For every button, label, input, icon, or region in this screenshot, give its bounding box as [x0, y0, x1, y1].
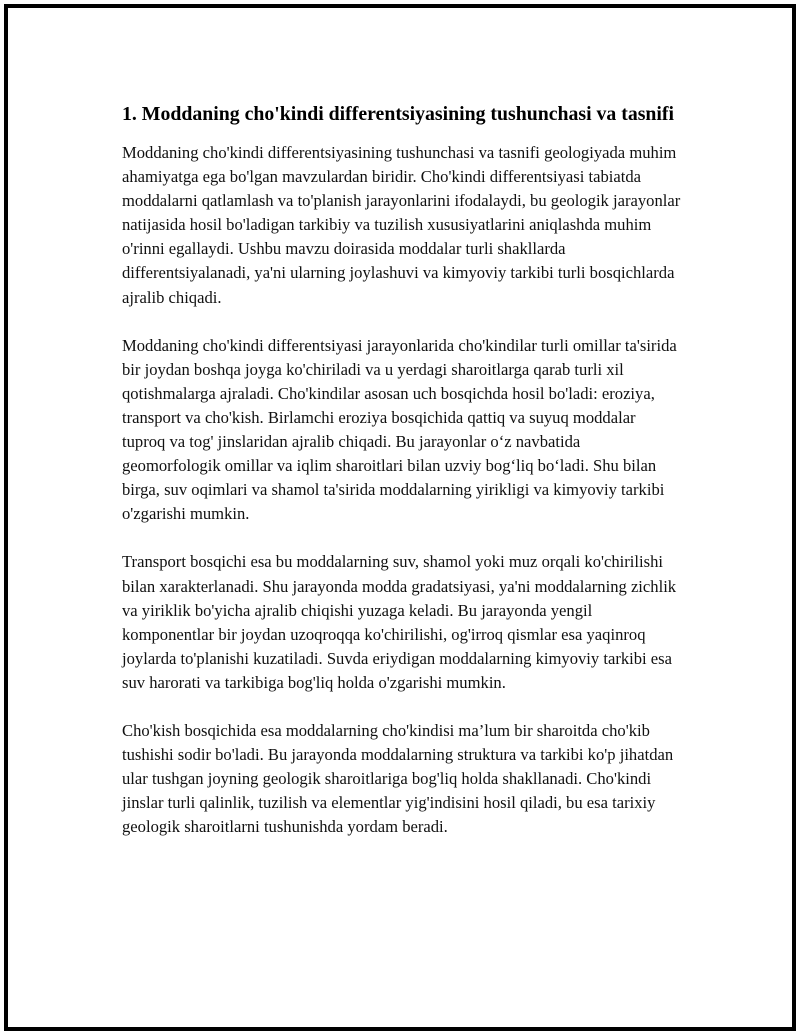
- paragraph-4: Cho'kish bosqichida esa moddalarning cho'kindisi ma’lum bir sharoitda cho'kib tushishi sodir bo'ladi. Bu jarayonda moddalarning struktura va tarkibi ko'p jihatdan ular tushgan joyning geologik sharoitlariga bog'liq holda shakllanadi. Cho'kindi jinslar turli qalinlik, tuzilish va elementlar yig'indisini hosil qiladi, bu esa tarixiy geologik sharoitlarni tushunishda yordam beradi.: [122, 720, 674, 837]
- document-title: 1. Moddaning cho'kindi differentsiyasining tushunchasi va tasnifi: [122, 103, 675, 125]
- page-frame: [4, 4, 796, 1031]
- paragraph-3: Transport bosqichi esa bu moddalarning suv, shamol yoki muz orqali ko'chirilishi bilan xarakterlanadi. Shu jarayonda modda gradatsiyasi, ya'ni moddalarning zichlik va yiriklik bo'yicha ajralib chiqishi yuzaga keladi. Bu jarayonda yengil komponentlar bir joydan uzoqroqqa ko'chirilishi, og'irroq qismlar esa yaqinroq joylarda to'planishi kuzatiladi. Suvda eriydigan moddalarning kimyoviy tarkibi esa suv harorati va tarkibiga bog'liq holda o'zgarishi mumkin.: [122, 552, 677, 692]
- document-body: [122, 100, 682, 863]
- paragraph-1: Moddaning cho'kindi differentsiyasining tushunchasi va tasnifi geologiyada muhim ahamiyatga ega bo'lgan mavzulardan biridir. Cho'kindi differentsiyasi tabiatda moddalarni qatlamlash va to'planish jarayonlarini ifodalaydi, bu geologik jarayonlar natijasida hosil bo'ladigan tarkibiy va tuzilish xususiyatlarini aniqlashda muhim o'rinni egallaydi. Ushbu mavzu doirasida moddalar turli shakllarda differentsiyalanadi, ya'ni ularning joylashuvi va kimyoviy tarkibi turli bosqichlarda ajralib chiqadi.: [122, 143, 681, 307]
- paragraph-2: Moddaning cho'kindi differentsiyasi jarayonlarida cho'kindilar turli omillar ta'sirida bir joydan boshqa joyga ko'chiriladi va u yerdagi sharoitlarga qarab turli xil qotishmalarga ajraladi. Cho'kindilar asosan uch bosqichda hosil bo'ladi: eroziya, transport va cho'kish. Birlamchi eroziya bosqichida qattiq va suyuq moddalar tuproq va tog' jinslaridan ajralib chiqadi. Bu jarayonlar o‘z navbatida geomorfologik omillar va iqlim sharoitlari bilan uzviy bog‘liq bo‘ladi. Shu bilan birga, suv oqimlari va shamol ta'sirida moddalarning yirikligi va kimyoviy tarkibi o'zgarishi mumkin.: [122, 335, 677, 524]
